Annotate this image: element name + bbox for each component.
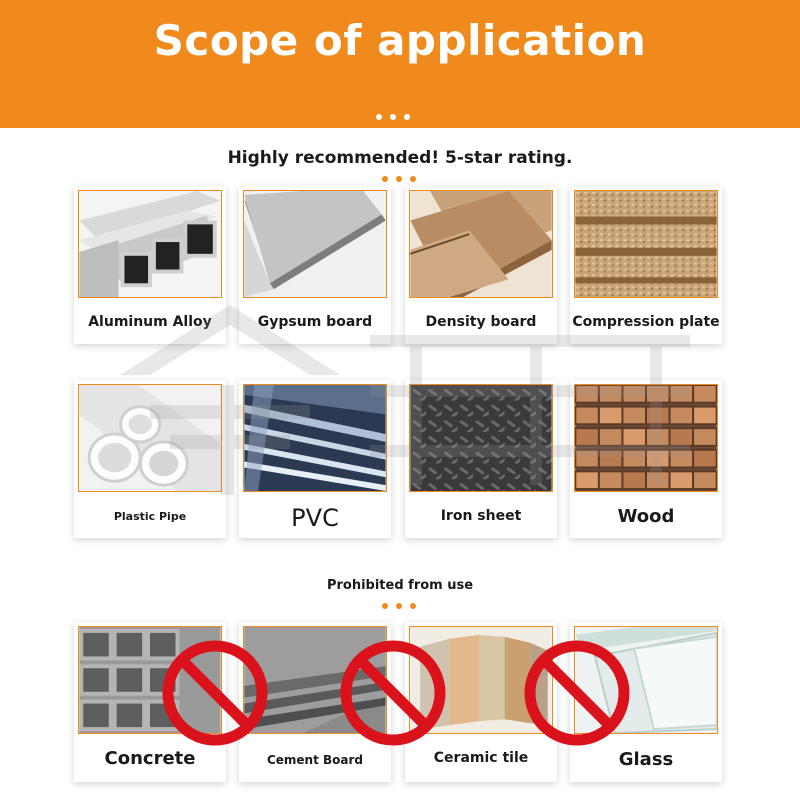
material-card-compression-plate — [570, 186, 722, 344]
material-card-iron-sheet — [405, 380, 557, 538]
wood-stack-image — [574, 384, 718, 492]
prohibited-icon — [522, 638, 632, 748]
material-label: Ceramic tile — [433, 750, 529, 766]
prohibited-icon — [338, 638, 448, 748]
material-label: Cement Board — [266, 753, 364, 767]
material-card-gypsum — [239, 186, 391, 344]
material-label: Plastic Pipe — [113, 510, 187, 523]
material-label: Compression plate — [572, 314, 720, 330]
material-card-pvc — [239, 380, 391, 538]
gypsum-board-image — [243, 190, 387, 298]
material-card-aluminum — [74, 186, 226, 344]
material-label: Concrete — [104, 748, 196, 769]
iron-sheet-image — [409, 384, 553, 492]
material-label: Density board — [425, 314, 537, 330]
pvc-sheets-image — [243, 384, 387, 492]
material-label: Iron sheet — [440, 508, 522, 524]
aluminum-profiles-image — [78, 190, 222, 298]
density-board-image — [409, 190, 553, 298]
material-card-plastic-pipe — [74, 380, 226, 538]
header-banner — [0, 0, 800, 128]
material-label: Gypsum board — [257, 314, 373, 330]
material-label: Aluminum Alloy — [88, 314, 212, 330]
recommended-heading: Highly recommended! 5-star rating. — [227, 148, 573, 168]
material-label: Glass — [618, 749, 674, 770]
material-label: Wood — [617, 506, 675, 527]
banner-dots — [376, 114, 410, 120]
prohibited-dots — [382, 603, 416, 609]
material-label: PVC — [291, 504, 339, 532]
plastic-pipe-image — [78, 384, 222, 492]
page-title: Scope of application — [153, 16, 647, 65]
recommended-dots — [382, 176, 416, 182]
prohibited-heading: Prohibited from use — [326, 578, 474, 593]
material-card-density-board — [405, 186, 557, 344]
compression-plate-image — [574, 190, 718, 298]
material-card-wood — [570, 380, 722, 538]
prohibited-icon — [160, 638, 270, 748]
